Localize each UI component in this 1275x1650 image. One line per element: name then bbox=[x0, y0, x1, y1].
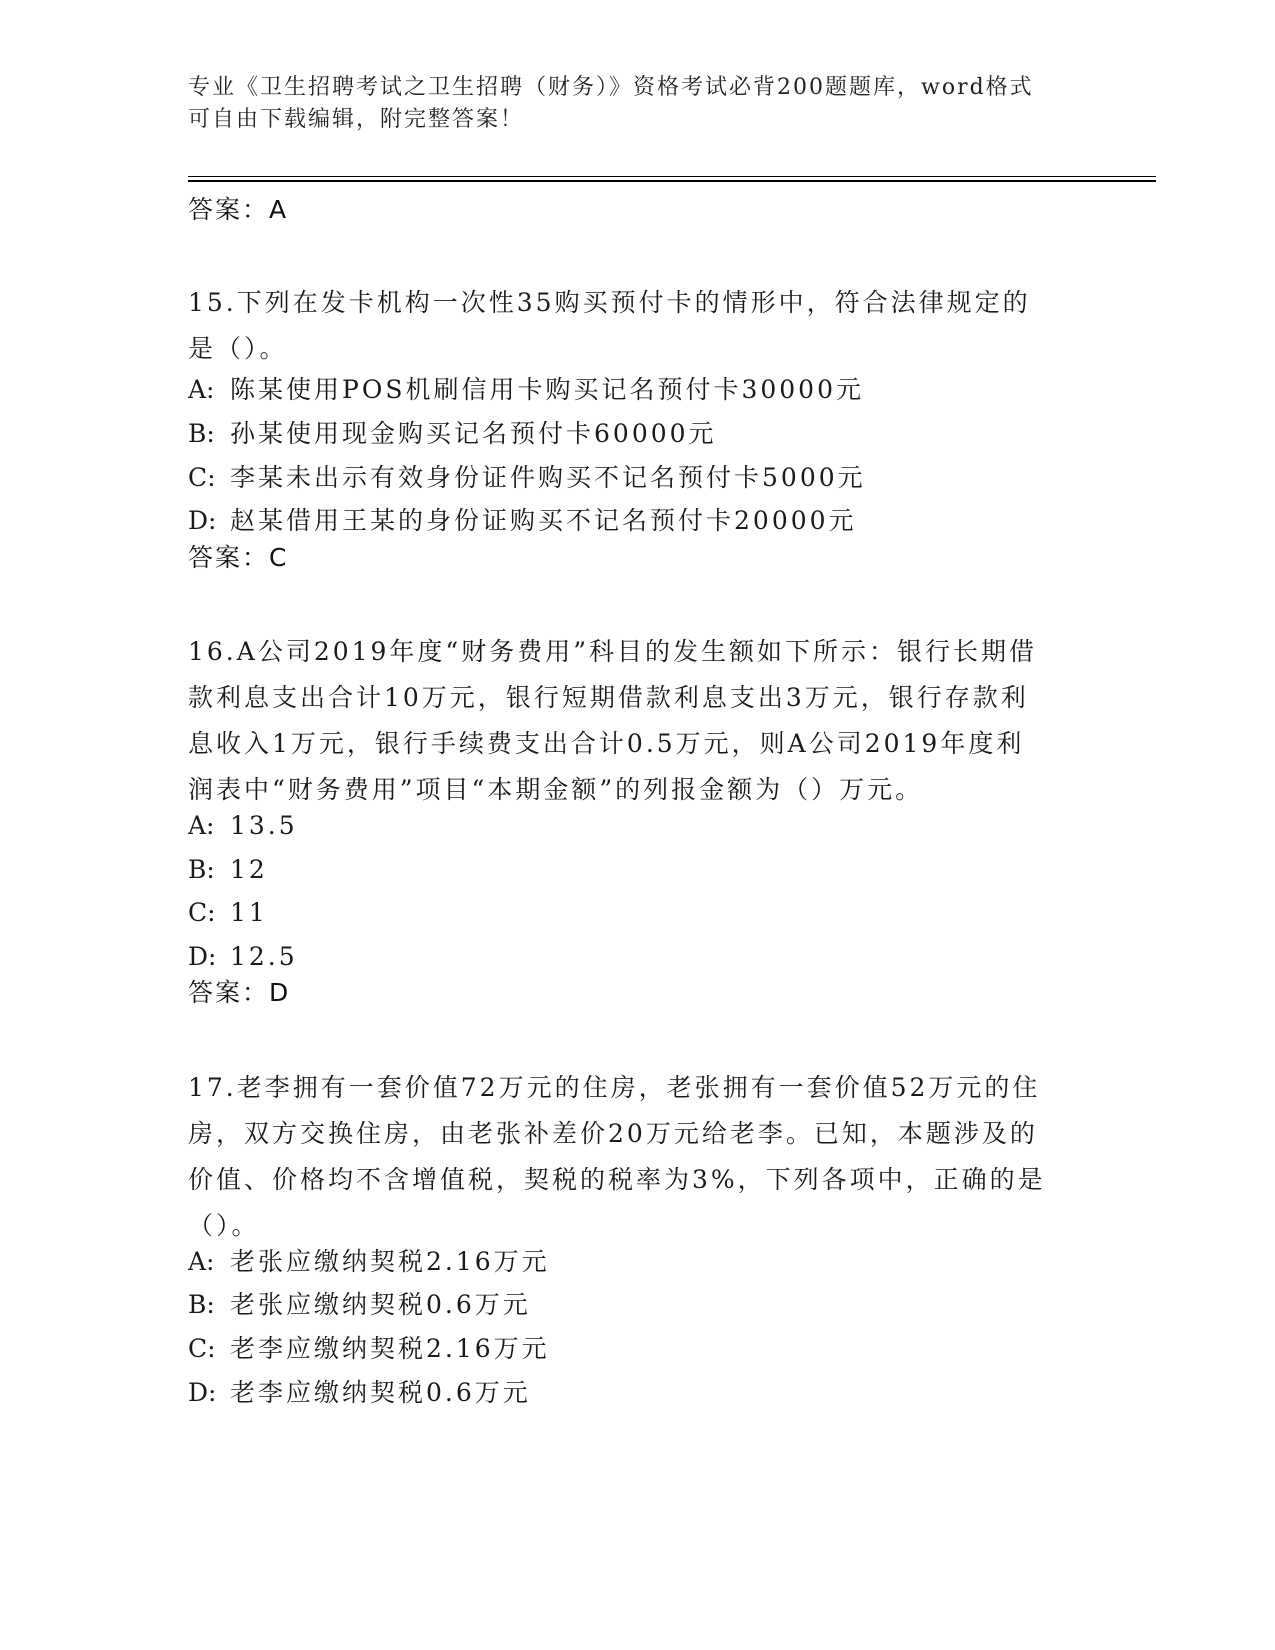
option-key: D: bbox=[188, 506, 217, 535]
option-text: 李某未出示有效身份证件购买不记名预付卡5000元 bbox=[230, 463, 866, 492]
answer-15: 答案：C bbox=[188, 543, 289, 572]
option-16-b bbox=[188, 847, 268, 893]
question-line: 息收入1万元，银行手续费支出合计0.5万元，则A公司2019年度利 bbox=[188, 729, 1025, 758]
question-line: 房，双方交换住房，由老张补差价20万元给老李。已知，本题涉及的 bbox=[188, 1119, 1038, 1148]
answer-14: 答案：A bbox=[188, 195, 289, 224]
question-17 bbox=[188, 1065, 1088, 1249]
option-text: 老张应缴纳契税2.16万元 bbox=[230, 1247, 550, 1276]
question-line: （）。 bbox=[188, 1211, 260, 1240]
option-16-c bbox=[188, 890, 268, 936]
question-line: 润表中“财务费用”项目“本期金额”的列报金额为（）万元。 bbox=[188, 775, 924, 804]
option-15-d bbox=[188, 498, 857, 544]
option-text: 陈某使用POS机刷信用卡购买记名预付卡30000元 bbox=[230, 375, 864, 404]
question-line: 16.A公司2019年度“财务费用”科目的发生额如下所示：银行长期借 bbox=[188, 637, 1037, 666]
option-16-a bbox=[188, 803, 298, 849]
option-17-c bbox=[188, 1326, 550, 1372]
answer-16: 答案：D bbox=[188, 978, 291, 1007]
option-key: B: bbox=[188, 419, 215, 448]
header-line-1: 专业《卫生招聘考试之卫生招聘（财务）》资格考试必背200题题库，word格式 bbox=[188, 75, 1034, 100]
option-text: 11 bbox=[230, 898, 268, 927]
option-key: A: bbox=[188, 1247, 215, 1276]
option-17-b bbox=[188, 1282, 531, 1328]
question-line: 价值、价格均不含增值税，契税的税率为3%，下列各项中，正确的是 bbox=[188, 1165, 1046, 1194]
option-text: 老李应缴纳契税2.16万元 bbox=[230, 1334, 550, 1363]
document-header bbox=[188, 72, 1088, 136]
question-16 bbox=[188, 629, 1088, 813]
option-17-a bbox=[188, 1239, 550, 1285]
option-15-a bbox=[188, 367, 864, 413]
question-line: 15.下列在发卡机构一次性35购买预付卡的情形中，符合法律规定的 bbox=[188, 288, 1031, 317]
question-line: 款利息支出合计10万元，银行短期借款利息支出3万元，银行存款利 bbox=[188, 683, 1029, 712]
option-17-d bbox=[188, 1370, 531, 1416]
question-15 bbox=[188, 280, 1088, 372]
header-rule-thin bbox=[188, 176, 1156, 177]
option-text: 13.5 bbox=[230, 811, 298, 840]
option-text: 12 bbox=[230, 855, 268, 884]
header-rule-thick bbox=[188, 180, 1156, 182]
option-key: A: bbox=[188, 375, 215, 404]
header-line-2: 可自由下载编辑，附完整答案！ bbox=[188, 107, 525, 132]
option-key: D: bbox=[188, 942, 217, 971]
question-line: 17.老李拥有一套价值72万元的住房，老张拥有一套价值52万元的住 bbox=[188, 1073, 1041, 1102]
option-text: 老李应缴纳契税0.6万元 bbox=[230, 1378, 531, 1407]
option-key: C: bbox=[188, 898, 216, 927]
option-text: 孙某使用现金购买记名预付卡60000元 bbox=[230, 419, 717, 448]
option-key: D: bbox=[188, 1378, 217, 1407]
option-key: B: bbox=[188, 1290, 215, 1319]
option-key: C: bbox=[188, 1334, 216, 1363]
question-line: 是（）。 bbox=[188, 334, 288, 363]
option-key: B: bbox=[188, 855, 215, 884]
option-text: 12.5 bbox=[230, 942, 298, 971]
option-key: A: bbox=[188, 811, 215, 840]
option-16-d bbox=[188, 934, 298, 980]
option-text: 老张应缴纳契税0.6万元 bbox=[230, 1290, 531, 1319]
option-key: C: bbox=[188, 463, 216, 492]
option-text: 赵某借用王某的身份证购买不记名预付卡20000元 bbox=[230, 506, 857, 535]
option-15-c bbox=[188, 455, 866, 501]
option-15-b bbox=[188, 411, 717, 457]
